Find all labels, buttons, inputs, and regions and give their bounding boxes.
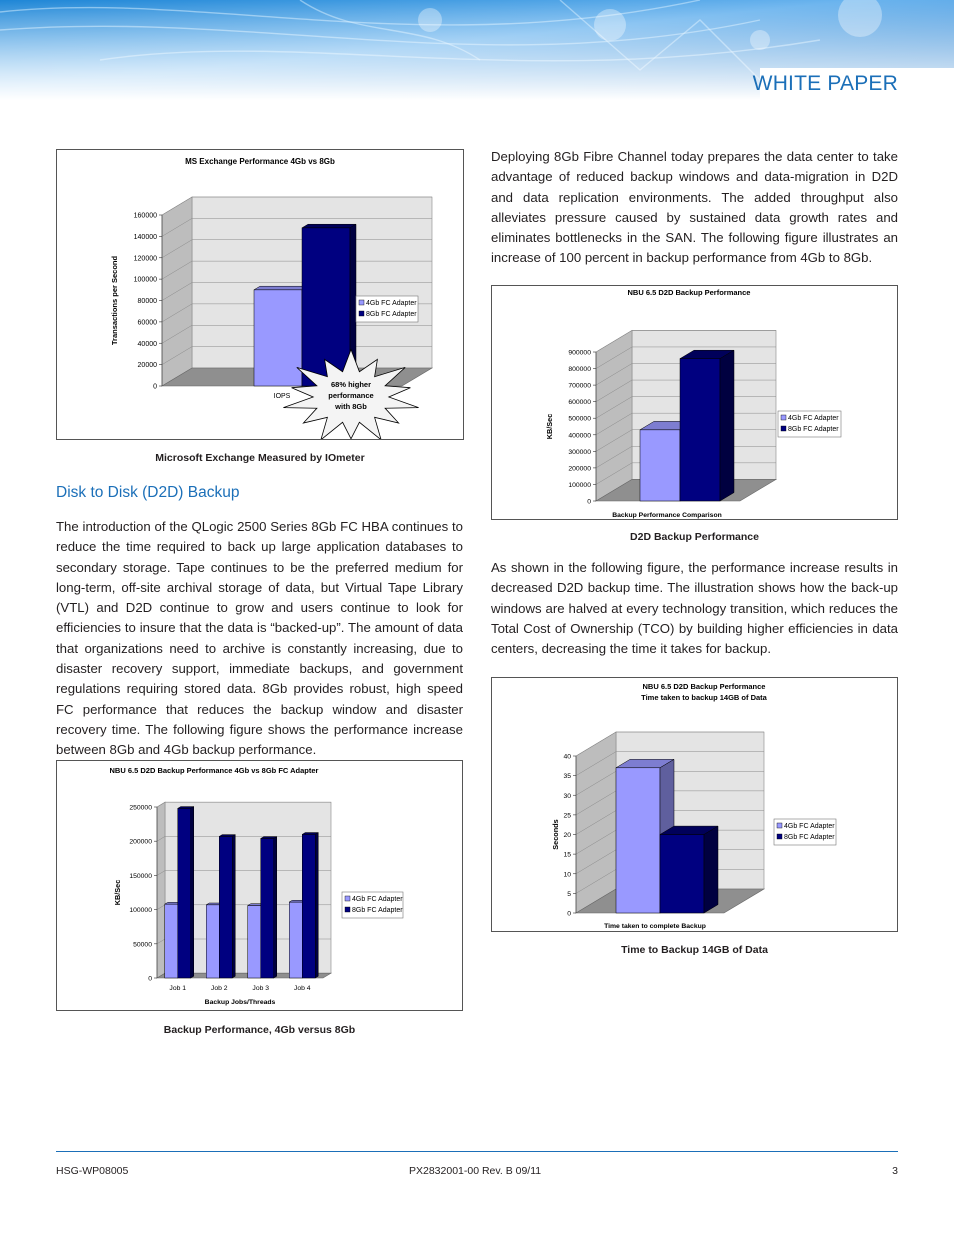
bar-side: [191, 807, 194, 978]
y-tick-label: 800000: [568, 366, 591, 374]
annotation-line: 68% higher: [330, 380, 372, 389]
y-tick-label: 900000: [568, 349, 591, 357]
bar-side: [720, 350, 734, 501]
y-tick-label: 600000: [568, 399, 591, 407]
y-tick-label: 100000: [129, 907, 152, 915]
bar-8gb: [302, 834, 315, 978]
chart-subtitle: Time taken to backup 14GB of Data: [641, 693, 767, 702]
y-axis-label: Transactions per Second: [110, 255, 119, 346]
side-wall: [596, 330, 632, 501]
legend-label: 4Gb FC Adapter: [784, 823, 835, 830]
page-header-title: WHITE PAPER: [752, 72, 898, 95]
d2d-chart-svg: [492, 286, 897, 519]
bar-8gb: [261, 838, 274, 978]
y-tick-label: 20000: [137, 362, 157, 370]
y-axis-label: KB/Sec: [113, 879, 122, 906]
y-tick-label: 100000: [568, 481, 591, 489]
legend-swatch: [345, 896, 350, 901]
y-tick-label: 0: [148, 975, 152, 983]
x-axis-label: Backup Jobs/Threads: [204, 999, 276, 1006]
legend-swatch: [777, 834, 782, 839]
legend-swatch: [781, 415, 786, 420]
bar-8gb: [178, 808, 191, 978]
y-tick-label: 80000: [137, 298, 157, 305]
bar-side: [704, 826, 718, 913]
y-tick-label: 500000: [568, 415, 591, 423]
bar-8gb: [680, 359, 720, 501]
bar-4gb: [206, 905, 219, 978]
bar-4gb: [248, 905, 261, 978]
paragraph-8gb-intro: Deploying 8Gb Fibre Channel today prepares the data center to take advantage of reduced backup windows and data-migration in D2D and data replication environments. The added throughput also alleviates pressure caused by sustained data growth rates and eliminates bottlenecks in the SAN. The following figure illustrates an increase of 100 percent in backup performance from 4Gb to 8Gb.: [491, 149, 898, 266]
y-tick-label: 200000: [568, 465, 591, 473]
y-tick-label: 150000: [129, 872, 152, 880]
paragraph-d2d: The introduction of the QLogic 2500 Series 8Gb FC HBA continues to reduce the time required to back up large application databases to secondary storage. Tape continues to be the preferred medium for long-term, off-site archival storage of data, but Virtual Tape Library (VTL) and D2D continue to grow and users continue to look for efficiencies to insure that the data is “backed-up”. The amount of data that organizations need to archive is constantly increasing, due to disaster recovery support, immediate backups, and government regulations requiring stored data. 8Gb provides robust, high speed FC performance that reduces the backup window and disaster recovery time. The following figure shows the performance increase between 8Gb and 4Gb backup performance.: [56, 519, 463, 758]
legend: [356, 296, 418, 322]
jobs-chart-svg: [57, 761, 462, 1010]
bar-4gb: [616, 768, 660, 913]
y-tick-label: 100000: [133, 276, 157, 284]
y-tick-label: 35: [563, 773, 571, 781]
d2d-chart: [491, 285, 898, 520]
legend: [342, 892, 403, 918]
y-tick-label: 5: [567, 890, 571, 898]
time-chart: [491, 677, 898, 932]
legend-label: 4Gb FC Adapter: [352, 896, 403, 903]
legend-swatch: [777, 823, 782, 828]
y-tick-label: 0: [567, 910, 571, 918]
legend-swatch: [345, 907, 350, 912]
chart-title: NBU 6.5 D2D Backup Performance 4Gb vs 8Gb FC Adapter: [109, 766, 319, 775]
legend-swatch: [359, 311, 364, 316]
d2d-caption: D2D Backup Performance: [630, 531, 759, 543]
chart-title: NBU 6.5 D2D Backup Performance: [627, 288, 751, 297]
paragraph-performance: As shown in the following figure, the performance increase results in decreased D2D backup time. The illustration shows how the back-up windows are halved at every technology transition, which reduces the Total Cost of Ownership (TCO) by building higher efficiencies in data centers, decreasing the time it takes for backup.: [491, 560, 898, 657]
bar-8gb: [660, 835, 704, 914]
y-tick-label: 50000: [133, 941, 152, 949]
y-tick-label: 20: [563, 832, 571, 839]
y-axis-label: KB/Sec: [545, 413, 554, 440]
y-tick-label: 160000: [133, 212, 157, 220]
y-tick-label: 200000: [129, 838, 152, 846]
x-tick-label: IOPS: [273, 393, 291, 400]
y-tick-label: 0: [587, 498, 591, 506]
exchange-chart: [56, 149, 464, 440]
legend-label: 4Gb FC Adapter: [366, 300, 417, 307]
annotation-line: with 8Gb: [335, 402, 367, 411]
y-tick-label: 120000: [133, 255, 157, 263]
y-tick-label: 40: [563, 753, 571, 761]
y-axis-label: Seconds: [551, 819, 560, 850]
exchange-chart-svg: [57, 150, 463, 439]
legend: [774, 819, 836, 845]
section-heading: Disk to Disk (D2D) Backup: [56, 484, 240, 501]
y-tick-label: 300000: [568, 448, 591, 456]
footer-doc-id: HSG-WP08005: [56, 1165, 129, 1177]
y-tick-label: 140000: [133, 233, 157, 241]
footer-part-number: PX2832001-00 Rev. B 09/11: [409, 1165, 542, 1177]
bar-side: [274, 837, 277, 978]
time-chart-svg: [492, 678, 897, 931]
x-tick-label: Job 2: [210, 985, 228, 992]
bar-4gb: [640, 430, 680, 501]
annotation-line: performance: [328, 391, 374, 400]
bar-top: [302, 224, 356, 228]
bar-4gb: [289, 902, 302, 978]
chart-title: MS Exchange Performance 4Gb vs 8Gb: [185, 157, 335, 166]
x-tick-label: Job 1: [169, 985, 187, 992]
legend-label: 8Gb FC Adapter: [352, 907, 403, 914]
y-tick-label: 25: [563, 812, 571, 820]
bar-side: [232, 835, 235, 978]
y-tick-label: 0: [153, 383, 157, 391]
legend-label: 8Gb FC Adapter: [784, 834, 835, 841]
legend-label: 4Gb FC Adapter: [788, 415, 839, 422]
y-tick-label: 40000: [137, 340, 157, 348]
legend-label: 8Gb FC Adapter: [366, 311, 417, 318]
exchange-caption: Microsoft Exchange Measured by IOmeter: [155, 452, 365, 464]
y-tick-label: 15: [563, 851, 571, 859]
y-tick-label: 30: [563, 792, 571, 800]
y-tick-label: 700000: [568, 382, 591, 390]
jobs-caption: Backup Performance, 4Gb versus 8Gb: [163, 1024, 356, 1036]
y-tick-label: 400000: [568, 432, 591, 440]
x-axis-label: Backup Performance Comparison: [612, 512, 722, 519]
side-wall: [157, 802, 165, 978]
bar-4gb: [165, 904, 178, 978]
time-caption: Time to Backup 14GB of Data: [621, 944, 768, 956]
x-tick-label: Job 4: [293, 985, 311, 992]
bar-top: [254, 286, 308, 290]
legend: [778, 411, 841, 437]
chart-title: NBU 6.5 D2D Backup Performance: [642, 682, 766, 691]
bar-side: [315, 833, 318, 978]
legend-swatch: [781, 426, 786, 431]
y-tick-label: 60000: [137, 319, 157, 327]
jobs-chart: [56, 760, 463, 1011]
footer-page-number: 3: [892, 1165, 898, 1177]
x-tick-label: Job 3: [252, 985, 270, 992]
legend-label: 8Gb FC Adapter: [788, 426, 839, 433]
y-tick-label: 250000: [129, 804, 152, 812]
y-tick-label: 10: [563, 871, 571, 879]
bar-4gb: [254, 290, 302, 386]
footer-rule: [56, 1151, 898, 1152]
x-axis-label: Time taken to complete Backup: [604, 923, 706, 930]
legend-swatch: [359, 300, 364, 305]
bar-8gb: [219, 836, 232, 978]
